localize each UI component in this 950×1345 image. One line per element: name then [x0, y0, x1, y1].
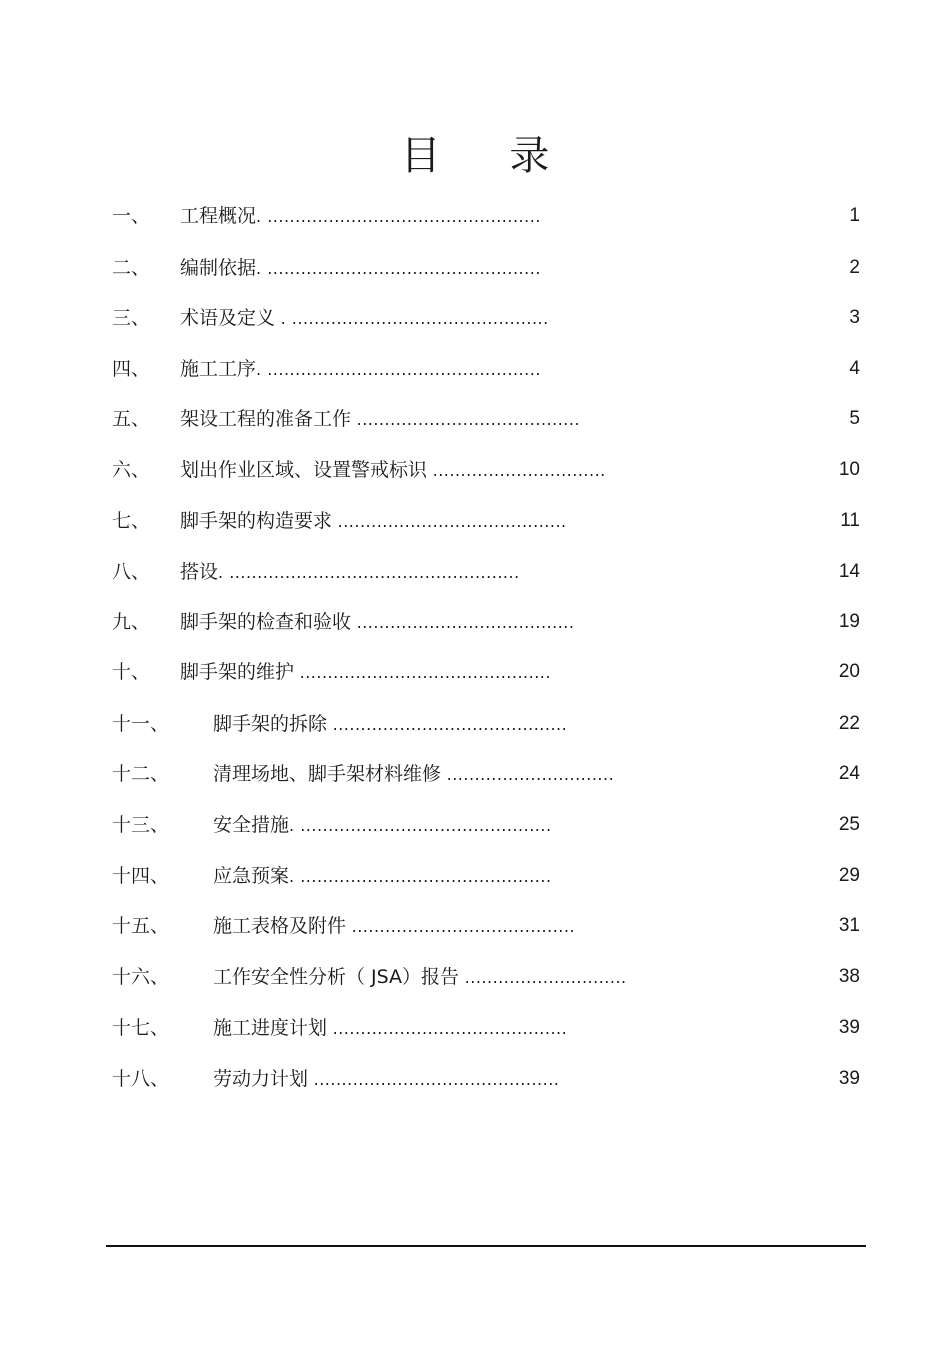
toc-number: 十一、 — [112, 713, 170, 735]
toc-page-number: 3 — [849, 307, 860, 328]
toc-leader-dots: ........................................ — [346, 917, 576, 936]
toc-page-number: 25 — [838, 814, 860, 835]
toc-page-number: 5 — [849, 408, 860, 429]
toc-leader-dots: ............................................ — [308, 1070, 560, 1089]
toc-number: 十八、 — [112, 1068, 170, 1090]
toc-page-number: 4 — [849, 358, 860, 379]
toc-number: 五、 — [112, 408, 151, 430]
toc-label: 脚手架的构造要求 — [180, 510, 333, 532]
toc-entry-15[interactable] — [112, 911, 860, 941]
toc-page-number: 39 — [838, 1017, 860, 1038]
toc-leader-dots: . ................................................. — [256, 259, 541, 278]
toc-entry-1[interactable] — [112, 201, 860, 231]
toc-leader-dots: .......................................... — [327, 1019, 568, 1038]
toc-label: 脚手架的检查和验收 — [180, 611, 352, 633]
toc-entry-8[interactable] — [112, 557, 860, 587]
toc-number: 十、 — [112, 661, 151, 683]
toc-number: 十七、 — [112, 1017, 170, 1039]
toc-label: 编制依据 — [180, 257, 257, 279]
toc-entry-10[interactable] — [112, 657, 860, 687]
toc-label: 劳动力计划 — [213, 1068, 309, 1090]
toc-entry-5[interactable] — [112, 404, 860, 434]
toc-number: 三、 — [112, 307, 151, 329]
toc-label: 脚手架的维护 — [180, 661, 295, 683]
toc-leader-dots: ......................................... — [332, 512, 567, 531]
toc-label: 工作安全性分析（ JSA）报告 — [213, 966, 460, 988]
toc-page-number: 10 — [838, 459, 860, 480]
toc-leader-dots: .............................. — [441, 765, 615, 784]
toc-leader-dots: . .................................................... — [218, 563, 520, 582]
toc-entry-12[interactable] — [112, 759, 860, 789]
toc-label: 施工表格及附件 — [213, 915, 347, 937]
toc-label: 安全措施 — [213, 814, 290, 836]
toc-page-number: 1 — [849, 205, 860, 226]
toc-entry-16[interactable] — [112, 962, 860, 992]
toc-number: 十六、 — [112, 966, 170, 988]
toc-number: 二、 — [112, 257, 151, 279]
toc-page-number: 2 — [849, 257, 860, 278]
toc-page-number: 14 — [838, 561, 860, 582]
toc-entry-17[interactable] — [112, 1013, 860, 1043]
footer-divider — [106, 1245, 866, 1247]
toc-number: 一、 — [112, 205, 151, 227]
toc-label: 搭设 — [180, 561, 219, 583]
toc-leader-dots: . ............................................. — [289, 867, 552, 886]
toc-entry-9[interactable] — [112, 607, 860, 637]
toc-number: 九、 — [112, 611, 151, 633]
toc-entry-13[interactable] — [112, 810, 860, 840]
toc-entry-7[interactable] — [112, 506, 860, 536]
toc-leader-dots: ............................... — [427, 461, 606, 480]
toc-leader-dots: ............................................. — [294, 663, 551, 682]
toc-label: 划出作业区域、设置警戒标识 — [180, 459, 428, 481]
toc-page-number: 20 — [838, 661, 860, 682]
toc-label: 脚手架的拆除 — [213, 713, 328, 735]
toc-page-number: 22 — [838, 713, 860, 734]
toc-page-number: 19 — [838, 611, 860, 632]
toc-leader-dots: ....................................... — [351, 613, 575, 632]
toc-label: 施工工序 — [180, 358, 257, 380]
toc-leader-dots: . ................................................. — [256, 207, 541, 226]
toc-leader-dots: . .............................................. — [275, 309, 549, 328]
toc-entry-18[interactable] — [112, 1064, 860, 1094]
toc-page-number: 39 — [838, 1068, 860, 1089]
toc-entry-3[interactable] — [112, 303, 860, 333]
toc-number: 六、 — [112, 459, 151, 481]
toc-label: 架设工程的准备工作 — [180, 408, 352, 430]
toc-number: 四、 — [112, 358, 151, 380]
toc-entry-6[interactable] — [112, 455, 860, 485]
toc-number: 七、 — [112, 510, 151, 532]
toc-label: 施工进度计划 — [213, 1017, 328, 1039]
toc-leader-dots: ........................................ — [351, 410, 581, 429]
toc-page-number: 11 — [840, 510, 860, 531]
toc-leader-dots: ............................. — [459, 968, 627, 987]
toc-leader-dots: . ................................................. — [256, 360, 541, 379]
toc-entry-11[interactable] — [112, 709, 860, 739]
page-title: 目 录 — [400, 133, 578, 179]
toc-label: 清理场地、脚手架材料维修 — [213, 763, 442, 785]
toc-entry-14[interactable] — [112, 861, 860, 891]
toc-number: 十三、 — [112, 814, 170, 836]
toc-number: 十四、 — [112, 865, 170, 887]
toc-page-number: 38 — [838, 966, 860, 987]
toc-label: 术语及定义 — [180, 307, 276, 329]
toc-entry-4[interactable] — [112, 354, 860, 384]
toc-number: 八、 — [112, 561, 151, 583]
toc-page-number: 31 — [838, 915, 860, 936]
toc-number: 十五、 — [112, 915, 170, 937]
toc-number: 十二、 — [112, 763, 170, 785]
toc-leader-dots: .......................................... — [327, 715, 568, 734]
toc-page-number: 24 — [838, 763, 860, 784]
toc-leader-dots: . ............................................. — [289, 816, 552, 835]
toc-label: 应急预案 — [213, 865, 290, 887]
toc-page-number: 29 — [838, 865, 860, 886]
toc-label: 工程概况 — [180, 205, 257, 227]
toc-entry-2[interactable] — [112, 253, 860, 283]
